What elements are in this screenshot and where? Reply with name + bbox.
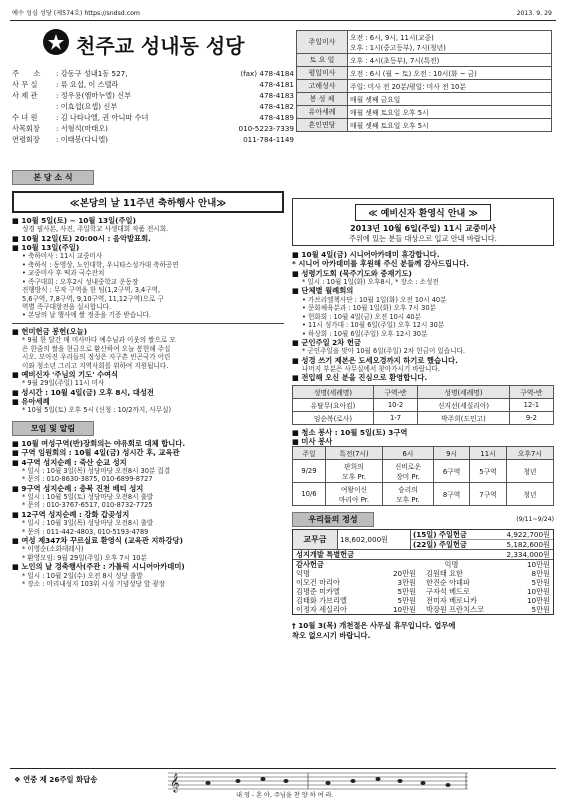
notice-line: * 군인주일을 맞아 10월 6일(주일) 2차 헌금이 있습니다.: [302, 347, 466, 356]
meeting-title: 모임 및 알림: [12, 421, 94, 436]
schedule-label: 혼인면담: [297, 119, 348, 132]
thanks-row: [293, 587, 553, 596]
giving-period: (9/11~9/24): [516, 516, 554, 524]
table-header-cell: 11시: [470, 447, 506, 460]
contact-role: 사 무 실: [12, 80, 38, 89]
schedule-row: [297, 67, 552, 80]
table-cell: 유탈무(요아킴): [293, 398, 374, 411]
notice-line: • 11시 성가대 : 10월 6일(주일) 오후 12시 30분: [302, 321, 445, 330]
table-cell: 박주희(도민고): [418, 411, 510, 424]
donor-name: 익명: [296, 569, 310, 579]
notice-line: • 축하식 : 동영상, 노인대학, 우니타스성가대 축하공연: [22, 260, 179, 269]
anniversary-items: [12, 216, 284, 320]
contact-row: [12, 90, 294, 101]
notice-heading: ■ 유아세례: [12, 397, 50, 407]
table-cell: 신지선(세실리아): [418, 398, 510, 411]
notice-heading: ■ 9구역 성지순례 : 충북 진천 배티 성지: [12, 483, 144, 493]
notice-line: * 일시 : 10월 3일(목) 성당마당 오전8시 출발: [22, 519, 154, 528]
notice-line: 진행방식 : 무작 구역을 한 팀(1,2구역, 3,4구역,: [22, 286, 161, 295]
contact-role: 수 녀 원: [12, 113, 38, 122]
schedule-value: 오전 : 6시 (월 ~ 토) 오전 : 10시(화 ~ 금): [348, 67, 552, 80]
parish-title: 천주교 성내동 성당: [76, 34, 245, 58]
meeting-items: [12, 439, 284, 589]
sun22-value: 5,182,600원: [506, 540, 550, 550]
table-row: [293, 483, 554, 506]
notice-line: 은 한줌의 쌀을 현금으로 환산하여 오늘 봉헌해 주십: [22, 344, 171, 353]
notice-line: • 하상회 : 10월 6일(주일) 오후 12시 30분: [302, 329, 428, 338]
contact-name: : 김 나타나엘, 권 아니따 수녀: [56, 113, 149, 122]
schedule-label: 평일미사: [297, 67, 348, 80]
svg-text:𝄞: 𝄞: [170, 773, 180, 792]
news-title: 본 당 소 식: [12, 170, 94, 185]
notice-line: * 9월 한 달간 매 미사마다 예수님과 이웃의 쌀으로 모: [22, 336, 176, 345]
contact-role: 연령회장: [12, 135, 40, 144]
thanks-row: [293, 605, 553, 614]
table-header-row: [293, 385, 554, 398]
catechumen-date: 2013년 10월 6일(주일) 11시 교중미사: [350, 224, 496, 233]
left-column: [12, 170, 284, 589]
schedule-label: 주일미사: [297, 31, 348, 54]
table-header-cell: 오후7시: [506, 447, 553, 460]
notice-line: * 일시 : 10월 5일(토) 성당마당 오전8시 출발: [22, 493, 154, 502]
notice-line: 5,6구역, 7,8구역, 9,10구역, 11,12구역)으로 구: [22, 294, 164, 303]
table-cell: 승리의 모후 Pr.: [383, 483, 434, 506]
donor-amount: 5만원: [531, 578, 550, 588]
notice-heading: ■ 여성 제347차 꾸르실료 환영식 (교육관 지하강당): [12, 536, 183, 546]
contact-name: : 이태봉(다니엘): [56, 135, 108, 144]
donor-amount: 5만원: [397, 587, 416, 597]
table-cell: 10/6: [293, 483, 326, 506]
table-cell: 여왕이신 마리아 Pr.: [325, 483, 382, 506]
thanks-row: [293, 596, 553, 605]
schedule-row: [297, 31, 552, 54]
donor-name: 김원태 요한: [426, 569, 464, 579]
thanks-head: 익명: [444, 560, 459, 570]
table-header-cell: 성명(세례명): [293, 385, 374, 398]
table-row: [293, 460, 554, 483]
notice-line: 이와 청소년 그리고 지역사회를 위하여 지원됩니다.: [22, 361, 169, 370]
donor-amount: 3만원: [397, 578, 416, 588]
catechumen-note: 주위에 있는 분들 대상으로 입교 안내 바랍니다.: [349, 234, 497, 243]
contact-phone: 478-4183: [259, 91, 294, 100]
schedule-label: 유아세례: [297, 106, 348, 119]
schedule-value: 오전 : 6시, 9시, 11시(교중) 오후 : 1시(중고등부), 7시(청년): [348, 31, 552, 54]
thanks-head-value: 10만원: [526, 560, 550, 570]
table-row: [293, 398, 554, 411]
table-cell: 임순복(로사): [293, 411, 374, 424]
contact-name: : 서형석(마태오): [56, 124, 108, 133]
notice-heading: ■ 전입해 오신 분을 진심으로 환영합니다.: [292, 373, 428, 383]
notice-line: 성경 필사본, 사진, 주일학교 사생대회 작품 전시회.: [22, 225, 169, 234]
table-cell: 청년: [506, 460, 553, 483]
notice-line: * 문의 : 010-3767-6517, 010-8732-7725: [22, 501, 153, 510]
contact-role: 주 소: [12, 69, 41, 78]
thanks-label: 감사헌금: [296, 560, 324, 570]
contact-phone: 011-784-1149: [243, 135, 294, 144]
notice-line: * 9월 29일(주일) 11시 미사: [22, 379, 105, 388]
office-notice: † 10월 3(목) 개천절은 사무실 휴무입니다. 업무에 착오 없으시기 바랍니다.: [292, 621, 456, 640]
catechumen-banner: [292, 198, 554, 246]
table-header-cell: 주일: [293, 447, 326, 460]
table-header-cell: 특전(7시): [325, 447, 382, 460]
right-column: [292, 198, 554, 640]
schedule-row: [297, 93, 552, 106]
donor-amount: 10만원: [392, 605, 416, 615]
edu-value: 18,602,000원: [338, 530, 411, 549]
news-items: [12, 327, 284, 415]
schedule-row: [297, 54, 552, 67]
table-header-cell: 6시: [383, 447, 434, 460]
welcome-table: [292, 385, 554, 425]
giving-box: [292, 529, 554, 615]
donor-name: 김태화 가브리엘: [296, 596, 347, 606]
notice-line: * 환영모임: 9월 29일(주일) 오후 7시 10분: [22, 553, 147, 562]
table-cell: 10-2: [373, 398, 417, 411]
schedule-label: 봉 성 체: [297, 93, 348, 106]
notice-heading: ■ 노인의 날 경축행사(주관 : 가톨릭 시니어아카데미): [12, 562, 185, 572]
contact-row: [12, 79, 294, 90]
notice-heading: ■ 예비신자 '주님의 기도' 수여식: [12, 370, 119, 379]
catechumen-title: ≪ 예비신자 환영식 안내 ≫: [355, 204, 491, 221]
contact-name: : 정우용(엠마누엘) 신부: [56, 91, 132, 100]
table-header-row: [293, 447, 554, 460]
notice-heading: ■ 10월 5일(토) ~ 10월 13일(주일): [12, 216, 136, 225]
donor-amount: 5만원: [397, 596, 416, 606]
notice-heading: ■ 성경 쓰기 제본은 도세오경까지 하기로 했습니다.: [292, 355, 458, 365]
donor-name: 한진순 아녜파: [426, 578, 470, 588]
table-cell: 8구역: [433, 483, 469, 506]
notice-heading: ■ 10월 13일(주일): [12, 243, 80, 253]
donor-amount: 5만원: [531, 605, 550, 615]
anniversary-banner: ≪본당의 날 11주년 축하행사 안내≫: [12, 191, 284, 213]
contact-name: : 강동구 성내1동 527,: [56, 69, 128, 78]
table-cell: 판희의 모후 Pr.: [325, 460, 382, 483]
schedule-label: 토 요 일: [297, 54, 348, 67]
schedule-value: 주일: 미사 전 20분/평일: 미사 전 10분: [348, 80, 552, 93]
thanks-rows: [293, 569, 553, 614]
contact-row: [12, 123, 294, 134]
notice-heading: ■ 군인주일 2차 헌금: [292, 337, 361, 347]
schedule-value: 매월 셋째 토요일 오후 5시: [348, 106, 552, 119]
contact-name: : 류 요섭, 이 스텔라: [56, 80, 119, 89]
notice-line: • 문화체육분과 : 10월 1일(화) 오후 7시 30분: [302, 304, 436, 313]
special-value: 2,334,000원: [506, 550, 550, 560]
special-label: 성지개발 특별헌금: [296, 550, 355, 560]
donor-name: 김명준 미카엘: [296, 587, 340, 597]
song-lyrics: 내 영 - 혼 아, 주님을 찬 양 하 여 라.: [236, 792, 334, 799]
contact-phone: 478-4189: [259, 113, 294, 122]
notice-line: 시오. 모아진 우리들의 정성은 지구촌 빈곤국가 어린: [22, 353, 171, 362]
notice-heading: ■ 성령기도회 (묵주기도와 중재기도): [292, 268, 412, 278]
parish-logo-icon: [42, 28, 70, 56]
mass-service-title: ■ 미사 봉사: [292, 437, 333, 447]
table-cell: 6구역: [433, 460, 469, 483]
issue-info: 예수 성심 성당 (제574호) https://sndsd.com: [12, 10, 140, 17]
contact-row: [12, 68, 294, 79]
notice-line: * 장소 : 미리내성지 103위 시성 기념성당 앞 광장: [22, 580, 166, 589]
edu-label: 교무금: [293, 530, 338, 549]
contact-row: [12, 134, 294, 145]
table-cell: 신비로운 장미 Pr.: [383, 460, 434, 483]
donor-amount: 8만원: [531, 569, 550, 579]
notice-heading: ■ 성시간 : 10월 4일(금) 오후 8시, 대성전: [12, 387, 154, 397]
schedule-table: [296, 30, 552, 132]
contact-row: [12, 112, 294, 123]
contact-role: 사목회장: [12, 124, 40, 133]
notice-line: * 이영순(소화데레사): [22, 545, 84, 554]
donor-amount: 10만원: [526, 587, 550, 597]
notice-heading: ■ 구역 임원회의 : 10월 4일(금) 성시간 후, 교육관: [12, 448, 180, 458]
giving-title: 우리들의 정성: [292, 512, 374, 527]
schedule-row: [297, 80, 552, 93]
schedule-value: 매월 셋째 토요일 오후 5시: [348, 119, 552, 132]
footer-rule: [10, 768, 556, 769]
schedule-row: [297, 119, 552, 132]
schedule-row: [297, 106, 552, 119]
donor-amount: 20만원: [392, 569, 416, 579]
table-cell: 청년: [506, 483, 553, 506]
notice-heading: ■ 10월 12일(토) 20:00시 : 음악발표회.: [12, 233, 151, 243]
donor-name: 전미자 베로니카: [426, 596, 477, 606]
contact-row: [12, 101, 294, 112]
contact-name: : 이효섭(요셉) 신부: [56, 102, 118, 111]
contact-phone: 478-4181: [259, 80, 294, 89]
schedule-label: 고해성사: [297, 80, 348, 93]
divider: [12, 323, 284, 324]
mass-table: [292, 446, 554, 506]
notice-line: 역별 족구대항전을 실시합니다.: [22, 303, 112, 312]
cleaning-service: ■ 청소 봉사 : 10월 5일(토) 3구역: [292, 427, 408, 437]
thanks-row: [293, 569, 553, 578]
notice-line: * 문의 : 011-442-4803, 010-5193-4789: [22, 527, 149, 536]
notice-line: 나머지 부분은 사무실에서 찾아가시기 바랍니다.: [302, 365, 440, 374]
notice-heading: ■ 12구역 성지순례 : 강화 갑곶성지: [12, 509, 130, 519]
table-cell: 7구역: [470, 483, 506, 506]
notice-line: • 족구대회 : 오후2시 성내중학교 운동장: [22, 277, 139, 286]
notice-heading: ■ 헌미헌금 봉헌(오늘): [12, 326, 88, 336]
table-cell: 5구역: [470, 460, 506, 483]
notice-heading: ■ 10월 여성구역(반)장회의는 야유회로 대체 합니다.: [12, 438, 186, 448]
notice-line: • 본당의 날 행사에 쌀 정종을 기증 받습니다.: [22, 311, 151, 320]
header-rule: [10, 20, 556, 21]
schedule-value: 오후 : 4시(초등부), 7시(특전): [348, 54, 552, 67]
notice-heading: ■ 10월 4일(금) 시니어아카데미 휴강합니다.: [292, 250, 440, 259]
contact-phone: 010-5223-7339: [238, 124, 294, 133]
sun15-value: 4,922,700원: [506, 530, 550, 540]
notice-line: • 축하미사 : 11시 교중미사: [22, 252, 103, 261]
notice-heading: ■ 단체별 월례회의: [292, 286, 354, 296]
table-header-cell: 구역-반: [373, 385, 417, 398]
notice-line: • 헌화회 : 10월 4일(금) 오전 10시 40분: [302, 312, 421, 321]
donor-name: 구자석 베드로: [426, 587, 470, 597]
table-header-cell: 9시: [433, 447, 469, 460]
responsorial-title: ❖ 연중 제 26주일 화답송: [14, 775, 98, 784]
table-header-cell: 성명(세례명): [418, 385, 510, 398]
table-cell: 12-1: [509, 398, 553, 411]
table-cell: 1-7: [373, 411, 417, 424]
notice-line: • 교중미사 후 떡과 국수잔치: [22, 269, 105, 278]
sun15-label: (15일) 주일헌금: [413, 530, 467, 540]
sun22-label: (22일) 주일헌금: [413, 540, 467, 550]
notice-heading: ■ 4구역 성지순례 : 죽산 순교 성지: [12, 457, 127, 467]
notice-line: • 가브리엘쳭사단 : 10월 1일(화) 오전 10시 40분: [302, 295, 447, 304]
table-row: [293, 411, 554, 424]
right-items: [292, 250, 554, 383]
notice-line: * 10월 5일(토) 오후 5시 (신청 : 10/2까지, 사무실): [22, 406, 172, 415]
contact-phone: 478-4182: [259, 102, 294, 111]
contact-phone: (fax) 478-4184: [240, 69, 294, 78]
notice-heading: * 시니어 아카데미를 후원해 주신 분들께 감사드립니다.: [292, 259, 469, 269]
schedule-value: 매월 셋째 금요일: [348, 93, 552, 106]
notice-line: * 일시 : 10월 1일(화) 오후8시, * 장소 : 소성전: [302, 277, 439, 286]
thanks-row: [293, 578, 553, 587]
table-cell: 9-2: [509, 411, 553, 424]
donor-name: 이모건 마리아: [296, 578, 340, 588]
table-cell: 9/29: [293, 460, 326, 483]
contact-role: 사 제 관: [12, 91, 38, 100]
table-header-cell: 구역-반: [509, 385, 553, 398]
notice-line: * 일시 : 10월 3일(목) 성당마당 오전8시 30분 집결: [22, 466, 171, 475]
contacts-block: [12, 68, 294, 145]
donor-name: 이정자 세실리아: [296, 605, 347, 615]
notice-line: * 문의 : 010-8630-3875, 010-6899-8727: [22, 475, 153, 484]
contact-role: [12, 102, 56, 111]
donor-amount: 10만원: [526, 596, 550, 606]
issue-date: 2013. 9. 29: [516, 10, 552, 17]
notice-line: * 일시 : 10월 2일(수) 오전 8시 성당 출발: [22, 571, 143, 580]
donor-name: 박장원 프란치스코: [426, 605, 484, 615]
